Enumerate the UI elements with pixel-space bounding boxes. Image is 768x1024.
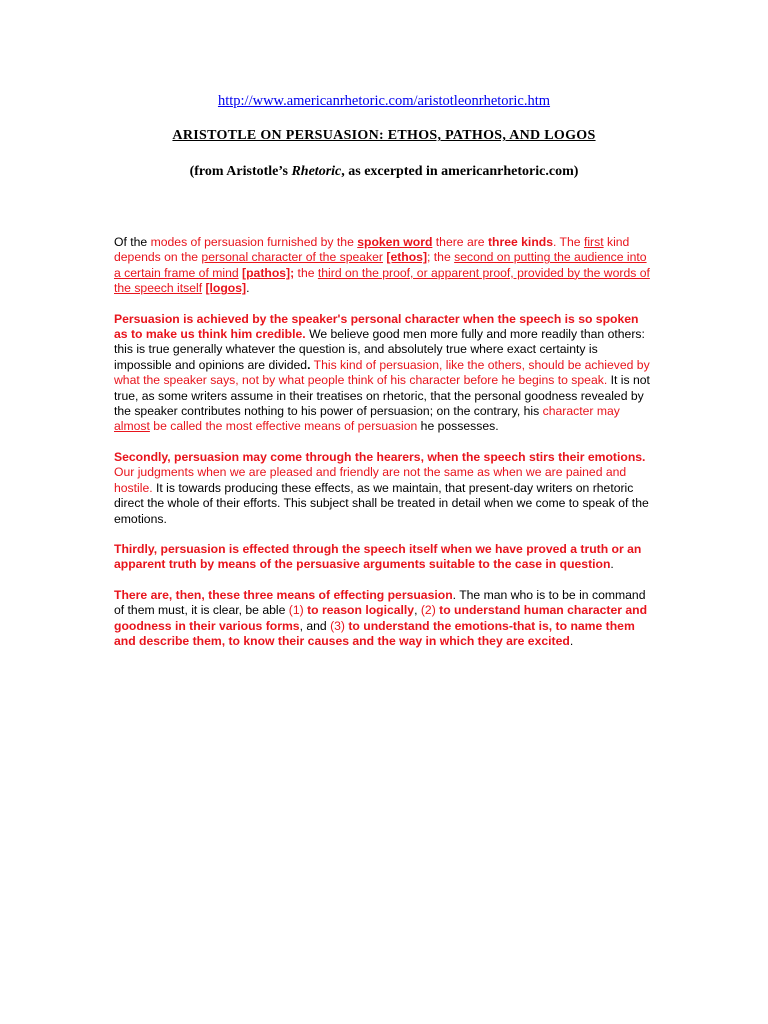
text-run: Secondly, persuasion may come through the hearers, when the speech stirs their emotions. (114, 449, 646, 464)
paragraph-pathos (114, 450, 650, 527)
text-run: [pathos] (242, 265, 291, 280)
text-run: three kinds (487, 235, 553, 249)
text-run: kind depends on the (114, 235, 630, 265)
text-run: We believe good men more fully and more readily than others: this is true generally whatever the question is, and absolutely true where exact certainty is impossible and opinions are divided (114, 327, 645, 372)
text-run: character may (542, 404, 620, 419)
text-run: [ethos] (386, 250, 428, 265)
text-run: Persuasion is achieved by the speaker's personal character when the speech is so spoken as to make us think him credible. (114, 311, 639, 342)
subtitle-suffix: , as excerpted in americanrhetoric.com) (341, 164, 579, 179)
text-run: There are, then, these three means of effecting persuasion (114, 587, 453, 602)
document-title: ARISTOTLE ON PERSUASION: ETHOS, PATHOS, AND LOGOS (172, 128, 596, 143)
text-run: Our judgments when we are pleased and friendly are not the same as when we are pained and hostile. (114, 465, 627, 495)
text-run: It is towards producing these effects, as we maintain, that present-day writers on rhetoric direct the whole of their efforts. This subject shall be treated in detail when we come to speak of the emotions. (114, 480, 649, 526)
text-run: It is not true, as some writers assume in their treatises on rhetoric, that the personal goodness revealed by the speaker contributes nothing to his power of persuasion; on the contrary, his (114, 373, 650, 419)
text-run: first (583, 235, 604, 249)
text-run: , (414, 603, 421, 618)
text-run: . The man who is to be in command of them must, it is clear, be able (114, 587, 646, 618)
text-run: This kind of persuasion, like the others, should be achieved by what the speaker says, not by what people think of his character before he begins to speak. (114, 357, 650, 388)
text-run: to understand human character and goodness in their various forms (114, 603, 648, 633)
text-run: . The (553, 235, 584, 249)
text-run: second on putting the audience into a certain frame of mind (114, 250, 647, 280)
text-run: [logos] (205, 281, 247, 296)
paragraph-ethos (114, 312, 650, 435)
text-run: , and (299, 618, 331, 633)
text-run: the (294, 265, 318, 280)
document-subtitle (0, 164, 768, 180)
text-run: . (307, 357, 311, 372)
text-run: to understand the emotions-that is, to name them and describe them, to know their causes and the way in which they are excited (114, 618, 635, 648)
text-run: . (246, 281, 250, 296)
text-run: personal character of the speaker (201, 250, 383, 265)
text-run: to reason logically (303, 603, 415, 618)
text-run: ; the (427, 250, 455, 265)
text-run: Of the (114, 235, 151, 249)
document-body (114, 235, 650, 664)
text-run: . (610, 557, 614, 572)
paragraph-summary (114, 588, 650, 650)
text-run: ; (290, 265, 295, 280)
text-run: . (569, 633, 574, 648)
paragraph-modes (114, 235, 650, 297)
text-run: (3) (330, 618, 345, 633)
text-run: (2) (420, 603, 436, 618)
text-run: (1) (288, 603, 304, 618)
subtitle-italic: Rhetoric (291, 164, 342, 179)
text-run: he possesses. (417, 419, 499, 434)
subtitle-prefix: (from Aristotle’s (189, 164, 292, 179)
text-run: spoken word (357, 235, 433, 249)
text-run: Thirdly, persuasion is effected through the speech itself when we have proved a truth or an apparent truth by means of the persuasive arguments suitable to the case in question (114, 541, 642, 572)
paragraph-logos (114, 542, 650, 573)
source-url-link[interactable]: http://www.americanrhetoric.com/aristotleonrhetoric.htm (217, 93, 551, 109)
text-run: be called the most effective means of persuasion (149, 419, 418, 434)
text-run: almost (114, 419, 150, 434)
text-run: modes of persuasion furnished by the (150, 235, 358, 249)
text-run: there are (432, 235, 488, 249)
text-run: third on the proof, or apparent proof, provided by the words of the speech itself (114, 265, 650, 296)
